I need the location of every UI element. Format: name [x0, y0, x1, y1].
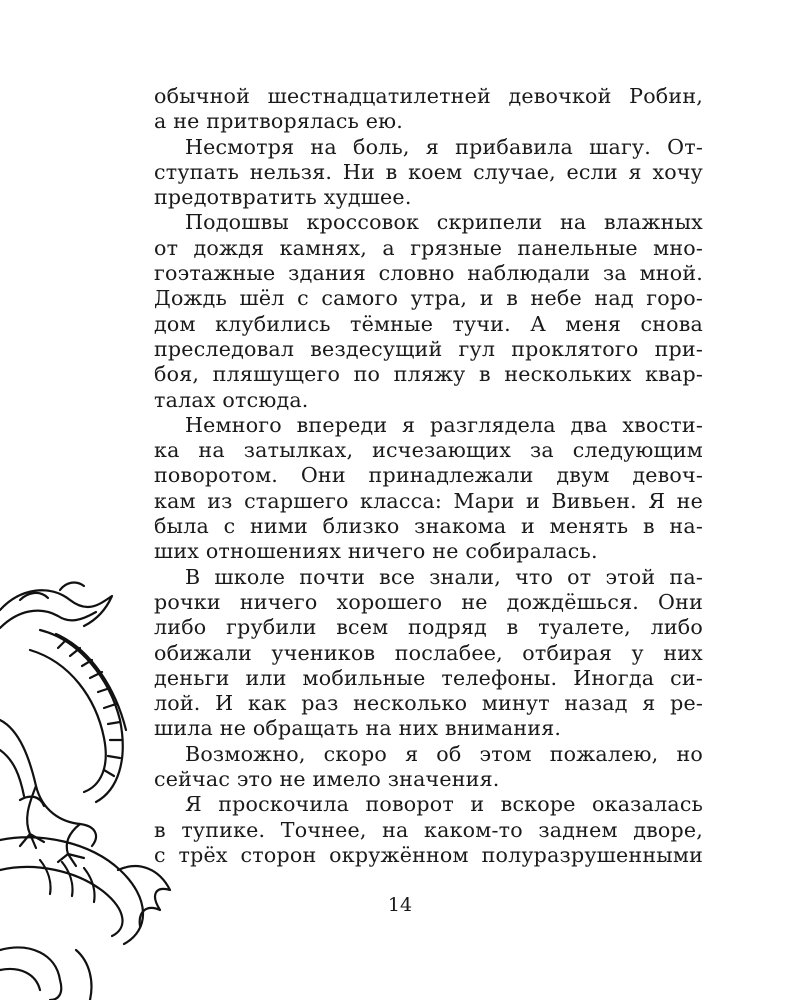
text-line: сейчас это не имело значения.	[154, 767, 500, 792]
text-line: в тупике. Точнее, на каком-то заднем дворе,	[154, 817, 703, 842]
dragon-illustration	[0, 570, 180, 1000]
text-line: обижали учеников послабее, отбирая у них	[154, 640, 703, 665]
text-line: ших отношениях ничего не собиралась.	[154, 539, 598, 564]
text-line: предотвратить худшее.	[154, 185, 412, 210]
text-line: преследовал вездесущий гул проклятого при-	[154, 336, 703, 361]
text-line: ступать нельзя. Ни в коем случае, если я хочу	[154, 159, 703, 184]
text-line: гоэтажные здания словно наблюдали за мной.	[154, 261, 703, 286]
text-line: с трёх сторон окружённом полуразрушенными	[154, 842, 703, 867]
text-line: Подошвы кроссовок скрипели на влажных	[185, 210, 703, 235]
text-line: поворотом. Они принадлежали двум девоч-	[154, 463, 703, 488]
text-line: либо грубили всем подряд в туалете, либо	[154, 615, 703, 640]
text-line: Я проскочила поворот и вскоре оказалась	[185, 792, 703, 817]
text-line: Дождь шёл с самого утра, и в небе над горо-	[154, 286, 703, 311]
text-line: Возможно, скоро я об этом пожалею, но	[185, 741, 703, 766]
body-text	[154, 84, 703, 868]
text-line: от дождя камнях, а грязные панельные мно-	[154, 235, 703, 260]
text-line: лой. И как раз несколько минут назад я ре-	[154, 691, 703, 716]
text-line: ка на затылках, исчезающих за следующим	[154, 438, 703, 463]
text-line: Несмотря на боль, я прибавила шагу. От-	[185, 134, 703, 159]
text-line: обычной шестнадцатилетней девочкой Робин,	[154, 84, 703, 108]
text-line: деньги или мобильные телефоны. Иногда си-	[154, 665, 703, 690]
text-line: рочки ничего хорошего не дождёшься. Они	[154, 589, 703, 614]
text-line: Немного впереди я разглядела два хвости-	[185, 412, 703, 437]
text-line: В школе почти все знали, что от этой па-	[185, 564, 703, 589]
text-line: дом клубились тёмные тучи. А меня снова	[154, 311, 703, 336]
text-line: шила не обращать на них внимания.	[154, 716, 562, 741]
text-line: была с ними близко знакома и менять в на-	[154, 514, 703, 539]
text-line: талах отсюда.	[154, 387, 309, 412]
text-line: а не притворялась ею.	[154, 109, 403, 134]
text-line: кам из старшего класса: Мари и Вивьен. Я не	[154, 488, 703, 513]
text-line: боя, пляшущего по пляжу в нескольких квар-	[154, 362, 703, 387]
page-number: 14	[387, 894, 413, 916]
